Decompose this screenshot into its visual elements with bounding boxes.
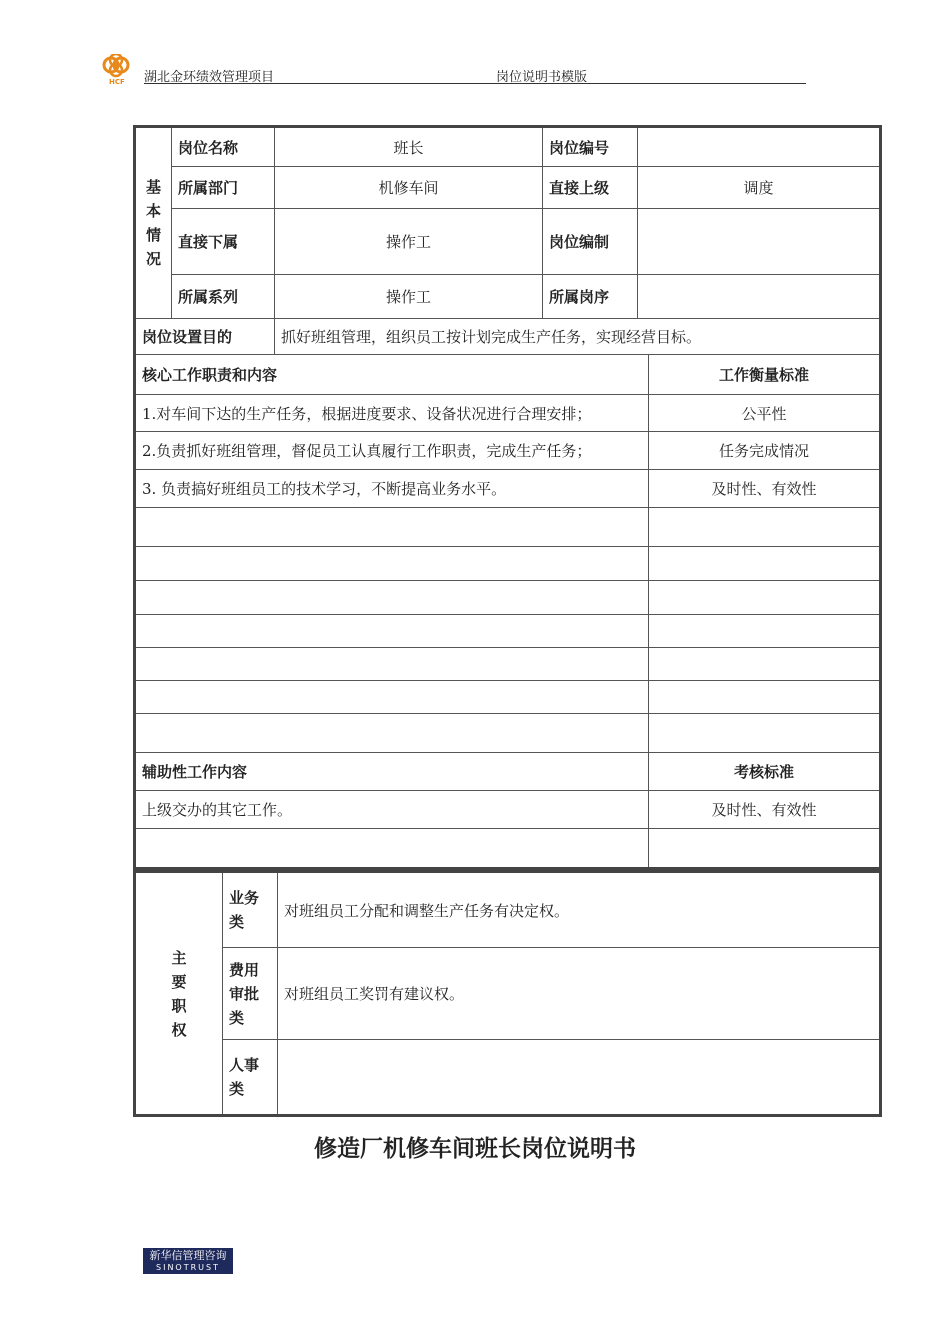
- power-type: 人事类: [223, 1040, 278, 1116]
- duty-standard: [649, 581, 881, 615]
- field-value: 操作工: [275, 209, 543, 275]
- core-header-row: [135, 355, 881, 395]
- power-text: 对班组员工分配和调整生产任务有决定权。: [278, 872, 881, 948]
- aux-standard-header: 考核标准: [649, 753, 881, 791]
- duty-text: [135, 547, 649, 581]
- field-value: [638, 275, 881, 319]
- aux-header-row: [135, 753, 881, 791]
- power-row: [135, 872, 881, 948]
- duty-standard: [649, 615, 881, 648]
- job-description-table: [133, 125, 882, 870]
- aux-text: [135, 829, 649, 869]
- purpose-label: 岗位设置目的: [135, 319, 275, 355]
- aux-standard: 及时性、有效性: [649, 791, 881, 829]
- field-label: 所属系列: [172, 275, 275, 319]
- aux-row: [135, 829, 881, 869]
- duty-text: [135, 615, 649, 648]
- powers-table: [133, 870, 882, 1117]
- company-logo-icon: [100, 54, 140, 86]
- power-text: [278, 1040, 881, 1116]
- power-row: [135, 948, 881, 1040]
- duty-standard: [649, 547, 881, 581]
- brand-cn: 新华信管理咨询: [149, 1249, 227, 1262]
- basic-section-label: 基本情况: [135, 127, 172, 319]
- duty-row: [135, 681, 881, 714]
- duty-standard: [649, 681, 881, 714]
- field-label: 所属部门: [172, 167, 275, 209]
- duty-row: [135, 615, 881, 648]
- basic-row: [135, 127, 881, 167]
- brand-en: SINOTRUST: [156, 1263, 220, 1272]
- duty-text: 2.负责抓好班组管理，督促员工认真履行工作职责，完成生产任务；: [135, 432, 649, 470]
- core-standard-header: 工作衡量标准: [649, 355, 881, 395]
- basic-row: [135, 209, 881, 275]
- aux-standard: [649, 829, 881, 869]
- document-title: 修造厂机修车间班长岗位说明书: [314, 1136, 636, 1162]
- power-type: 费用审批类: [223, 948, 278, 1040]
- company-name: 湖北金环绩效管理项目: [144, 70, 275, 85]
- power-text: 对班组员工奖罚有建议权。: [278, 948, 881, 1040]
- power-row: [135, 1040, 881, 1116]
- field-label: 所属岗序: [543, 275, 638, 319]
- template-name: 岗位说明书模版: [496, 70, 588, 85]
- duty-text: [135, 581, 649, 615]
- duty-standard: 任务完成情况: [649, 432, 881, 470]
- duty-text: [135, 648, 649, 681]
- aux-text: 上级交办的其它工作。: [135, 791, 649, 829]
- duty-text: [135, 681, 649, 714]
- duty-row: [135, 648, 881, 681]
- brand-logo: [143, 1248, 233, 1274]
- duty-standard: [649, 508, 881, 547]
- duty-standard: 及时性、有效性: [649, 470, 881, 508]
- field-value: 班长: [275, 127, 543, 167]
- field-value: 操作工: [275, 275, 543, 319]
- duty-standard: [649, 648, 881, 681]
- duty-row: [135, 581, 881, 615]
- field-label: 直接上级: [543, 167, 638, 209]
- basic-row: [135, 167, 881, 209]
- logo-text: HCF: [109, 78, 125, 86]
- duty-text: 1.对车间下达的生产任务，根据进度要求、设备状况进行合理安排；: [135, 395, 649, 432]
- field-value: [638, 127, 881, 167]
- duty-row: [135, 508, 881, 547]
- duty-text: [135, 508, 649, 547]
- power-type: 业务类: [223, 872, 278, 948]
- duty-row: [135, 432, 881, 470]
- powers-label: 主要职权: [135, 872, 223, 1116]
- header-rule: [144, 83, 806, 84]
- duty-standard: 公平性: [649, 395, 881, 432]
- purpose-text: 抓好班组管理，组织员工按计划完成生产任务，实现经营目标。: [275, 319, 881, 355]
- field-value: [638, 209, 881, 275]
- field-value: 调度: [638, 167, 881, 209]
- page-header: [100, 54, 806, 86]
- aux-row: [135, 791, 881, 829]
- duty-row: [135, 714, 881, 753]
- aux-duties-header: 辅助性工作内容: [135, 753, 649, 791]
- field-label: 岗位编号: [543, 127, 638, 167]
- purpose-row: [135, 319, 881, 355]
- basic-row: [135, 275, 881, 319]
- duty-text: [135, 714, 649, 753]
- duty-row: [135, 547, 881, 581]
- field-label: 直接下属: [172, 209, 275, 275]
- duty-standard: [649, 714, 881, 753]
- duty-text: 3. 负责搞好班组员工的技术学习，不断提高业务水平。: [135, 470, 649, 508]
- core-duties-header: 核心工作职责和内容: [135, 355, 649, 395]
- duty-row: [135, 470, 881, 508]
- field-value: 机修车间: [275, 167, 543, 209]
- field-label: 岗位名称: [172, 127, 275, 167]
- field-label: 岗位编制: [543, 209, 638, 275]
- duty-row: [135, 395, 881, 432]
